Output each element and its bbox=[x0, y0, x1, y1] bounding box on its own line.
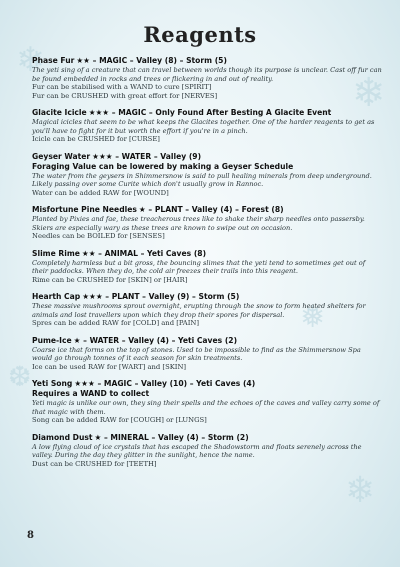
reagent-name: Misfortune Pine Needles bbox=[32, 205, 137, 215]
reagent-description: The water from the geysers in Shimmersnow is said to pull healing minerals from deep underground. Likely passing over some Curite which don't usually grow in Rannoc. bbox=[32, 171, 372, 189]
reagent-heading bbox=[32, 336, 382, 346]
reagent-heading bbox=[32, 56, 382, 66]
reagent-entry bbox=[32, 433, 382, 469]
reagent-name: Glacite Icicle bbox=[32, 108, 87, 118]
rarity-stars: ★★ bbox=[76, 56, 90, 65]
reagent-heading bbox=[32, 249, 382, 259]
reagent-entry bbox=[32, 205, 382, 241]
reagent-heading bbox=[32, 379, 382, 389]
reagent-usage: Spres can be added RAW for [COLD] and [PAIN] bbox=[32, 319, 199, 328]
reagent-usage: Dust can be CRUSHED for [TEETH] bbox=[32, 459, 157, 468]
reagent-meta: – WATER – Valley (9) bbox=[112, 151, 202, 161]
reagent-description: These massive mushrooms sprout overnight, erupting through the snow to form heated shelters for animals and lost travellers upon which they drop their spores for dispersal. bbox=[32, 302, 366, 319]
reagent-usage: Song can be added RAW for [COUGH] or [LUNGS] bbox=[32, 416, 207, 425]
snowflake-decoration-icon: ❅ bbox=[300, 300, 326, 335]
reagent-usage: Icicle can be CRUSHED for [CURSE] bbox=[32, 135, 160, 144]
reagent-name: Slime Rime bbox=[32, 248, 80, 258]
reagent-requirement: Requires a WAND to collect bbox=[32, 389, 150, 399]
reagent-entry bbox=[32, 56, 382, 101]
reagent-meta: – WATER – Valley (4) – Yeti Caves (2) bbox=[80, 335, 238, 345]
reagent-name: Hearth Cap bbox=[32, 292, 81, 302]
reagent-entry bbox=[32, 108, 382, 144]
reagent-heading bbox=[32, 152, 382, 162]
rarity-stars: ★★★ bbox=[92, 151, 113, 161]
reagent-usage: Needles can be BOILED for [SENSES] bbox=[32, 232, 165, 241]
snowflake-decoration-icon: ❄ bbox=[345, 470, 376, 511]
reagent-usage: Fur can be CRUSHED with great effort for [NERVES] bbox=[32, 91, 218, 100]
snowflake-decoration-icon: ❆ bbox=[8, 360, 32, 393]
reagent-usage: Water can be added RAW for [WOUND] bbox=[32, 188, 169, 197]
reagent-name: Pume-Ice bbox=[32, 335, 72, 345]
page-title: Reagents bbox=[143, 22, 257, 47]
reagent-meta: – PLANT – Valley (9) – Storm (5) bbox=[102, 292, 240, 302]
rarity-stars: ★ bbox=[73, 335, 81, 345]
reagent-meta: – MAGIC – Valley (10) – Yeti Caves (4) bbox=[94, 379, 256, 389]
reagent-name: Geyser Water bbox=[32, 151, 91, 161]
reagent-meta: – ANIMAL – Yeti Caves (8) bbox=[95, 248, 207, 258]
reagent-description: Coarse ice that forms on the top of stones. Used to be impossible to find as the Shimmersnow Spa would go through tonnes of it each season for skin treatments. bbox=[32, 345, 361, 363]
rarity-stars: ★ bbox=[138, 205, 146, 215]
reagent-name: Yeti Song bbox=[32, 379, 73, 389]
reagent-entry bbox=[32, 249, 382, 285]
reagent-meta: – MAGIC – Valley (8) – Storm (5) bbox=[90, 56, 227, 65]
reagent-meta: – PLANT – Valley (4) – Forest (8) bbox=[145, 205, 284, 215]
page-number: 8 bbox=[27, 530, 34, 541]
reagent-entry bbox=[32, 336, 382, 372]
reagent-heading bbox=[32, 108, 382, 118]
reagent-description: Planted by Pixies and fae, these treacherous trees like to shake their sharp needles onto passersby. Skiers are especially wary as these trees are known to swipe out on occasion. bbox=[32, 215, 365, 232]
reagent-requirement: Foraging Value can be lowered by making a Geyser Schedule bbox=[32, 161, 294, 171]
reagent-entry bbox=[32, 152, 382, 198]
rarity-stars: ★ bbox=[94, 432, 102, 442]
reagent-list bbox=[32, 56, 382, 476]
rarity-stars: ★★ bbox=[81, 248, 96, 258]
reagent-usage: Ice can be used RAW for [WART] and [SKIN] bbox=[32, 362, 187, 371]
rarity-stars: ★★★ bbox=[88, 108, 110, 118]
reagent-meta: – MAGIC – Only Found After Besting A Glacite Event bbox=[109, 108, 332, 118]
reagent-entry bbox=[32, 292, 382, 328]
rarity-stars: ★★★ bbox=[82, 292, 103, 302]
reagent-usage: Fur can be stabilised with a WAND to cure [SPIRIT] bbox=[32, 83, 212, 92]
rarity-stars: ★★★ bbox=[74, 379, 95, 389]
reagent-name: Phase Fur bbox=[32, 56, 75, 65]
reagent-heading bbox=[32, 205, 382, 215]
reagent-description: Yeti magic is unlike our own, they sing their spells and the echoes of the caves and valley carry some of that magic with them. bbox=[32, 399, 380, 416]
snowflake-decoration-icon: ❄ bbox=[16, 40, 45, 80]
reagent-description: The yeti sing of a creature that can travel between worlds though its purpose is unclear. Cast off fur can be found embedded in rocks and trees or flickering in and out of reality. bbox=[32, 66, 382, 83]
reagent-description: Completely harmless but a bit gross, the bouncing slimes that the yeti tend to sometimes get out of their paddocks. When they do, the cold air freezes their trails into this reagent. bbox=[32, 258, 366, 276]
snowflake-decoration-icon: ❄ bbox=[352, 70, 386, 116]
reagent-description: A low flying cloud of ice crystals that has escaped the Shadowstorm and floats serenely across the valley. During the day they glitter in the sunlight, hence the name. bbox=[32, 442, 362, 460]
reagent-meta: – MINERAL – Valley (4) – Storm (2) bbox=[101, 432, 249, 442]
reagent-entry bbox=[32, 379, 382, 425]
reagent-name: Diamond Dust bbox=[32, 432, 93, 442]
reagent-heading bbox=[32, 292, 382, 302]
reagent-heading bbox=[32, 433, 382, 443]
reagent-description: Magical icicles that seem to be what keeps the Glacites together. One of the harder reagents to get as you'll have to fight for it but worth the effort if you're in a pinch. bbox=[32, 118, 375, 135]
reagent-usage: Rime can be CRUSHED for [SKIN] or [HAIR] bbox=[32, 275, 188, 284]
